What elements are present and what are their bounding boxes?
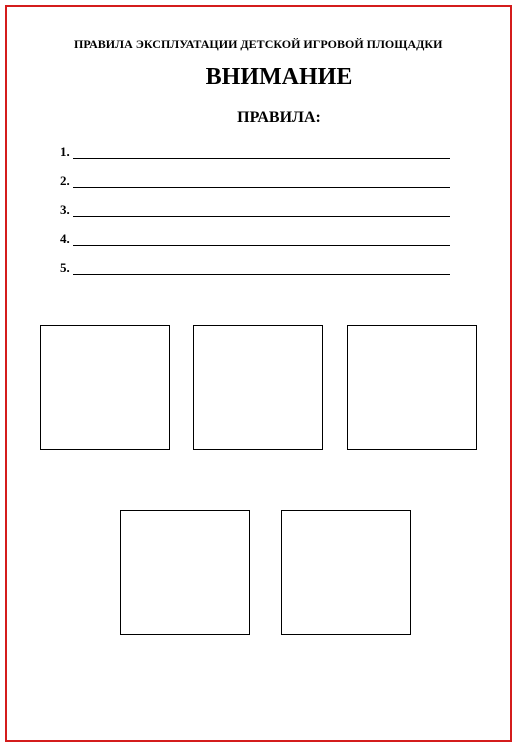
rules-heading: ПРАВИЛА: (237, 109, 321, 126)
image-placeholder-1[interactable] (40, 325, 170, 450)
document-header: ПРАВИЛА ЭКСПЛУАТАЦИИ ДЕТСКОЙ ИГРОВОЙ ПЛОЩАДКИ (74, 37, 443, 51)
rule-blank-line[interactable] (73, 203, 450, 217)
rule-blank-line[interactable] (73, 145, 450, 159)
image-placeholder-2[interactable] (193, 325, 323, 450)
rule-number: 1. (60, 144, 70, 159)
rule-item (60, 217, 450, 246)
rule-blank-line[interactable] (73, 232, 450, 246)
image-placeholder-3[interactable] (347, 325, 477, 450)
rule-item (60, 159, 450, 188)
rule-blank-line[interactable] (73, 174, 450, 188)
rule-item (60, 188, 450, 217)
rule-blank-line[interactable] (73, 261, 450, 275)
rule-item (60, 143, 450, 159)
image-placeholder-4[interactable] (120, 510, 250, 635)
rule-item (60, 246, 450, 275)
attention-title: ВНИМАНИЕ (205, 64, 353, 90)
image-placeholder-5[interactable] (281, 510, 411, 635)
rule-number: 4. (60, 231, 70, 246)
rule-number: 3. (60, 202, 70, 217)
rule-number: 5. (60, 260, 70, 275)
rule-number: 2. (60, 173, 70, 188)
rules-list (60, 143, 450, 275)
